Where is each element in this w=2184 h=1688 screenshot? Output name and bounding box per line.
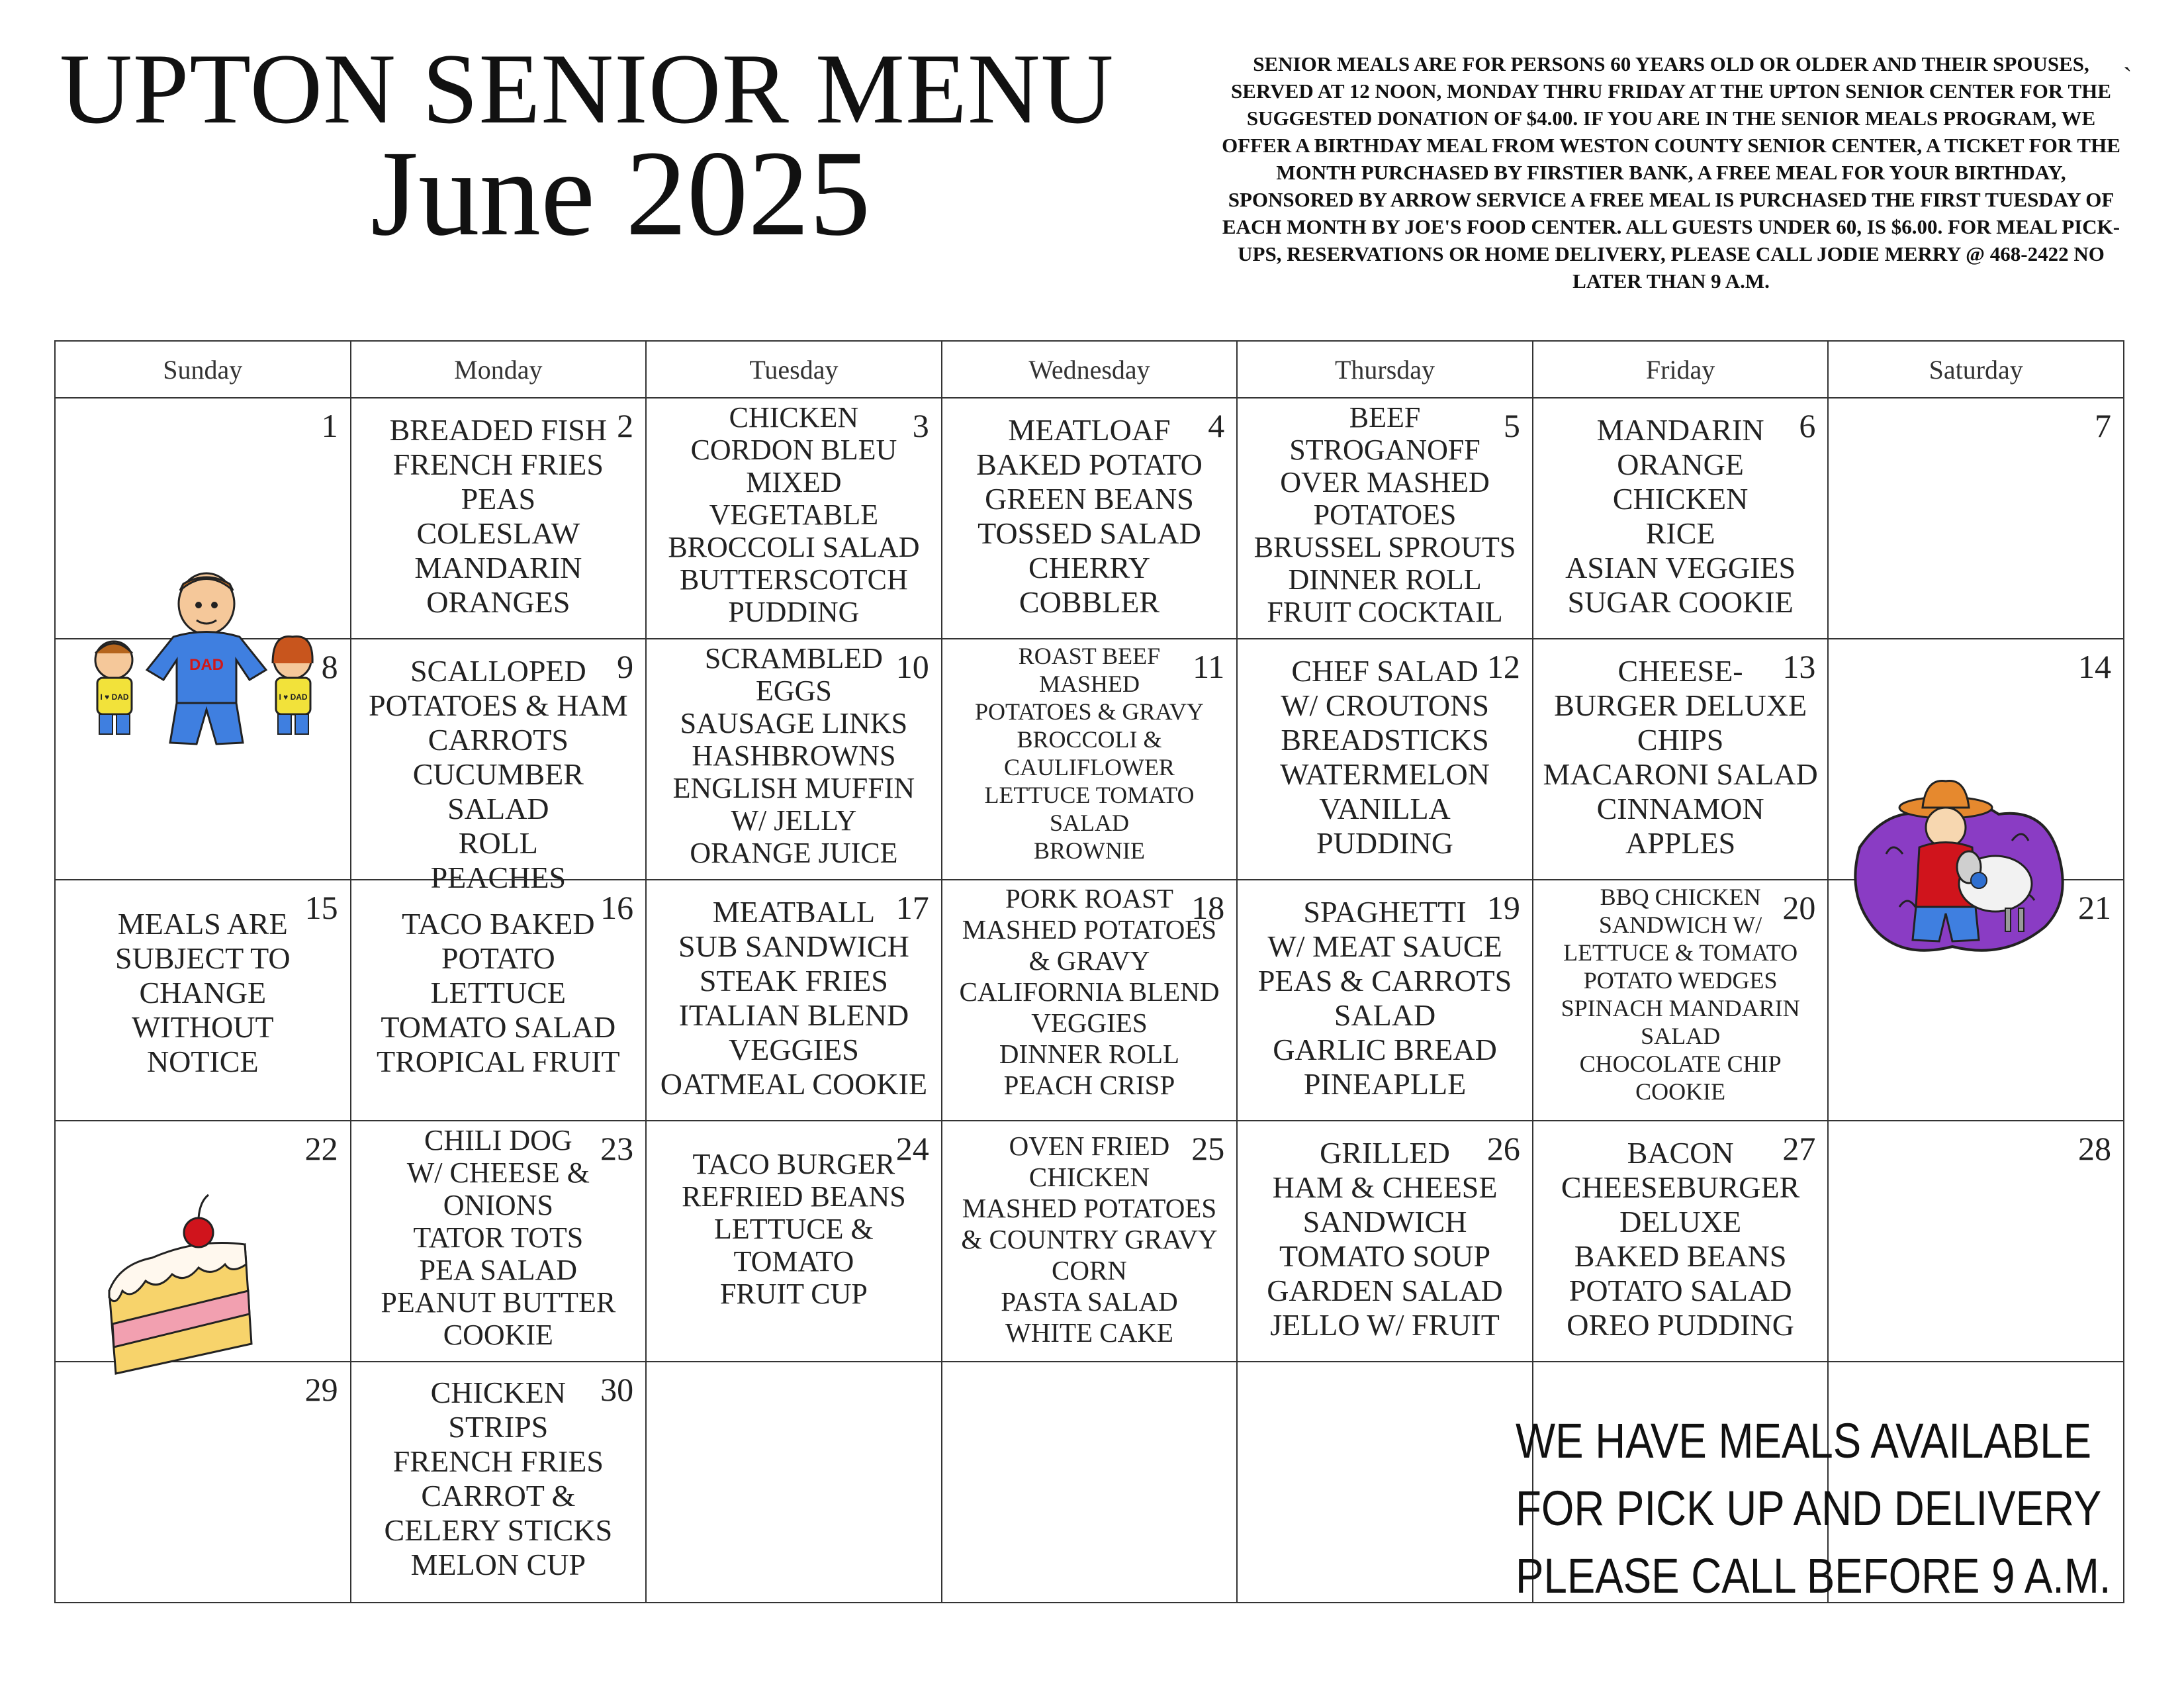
day-number: 15 bbox=[304, 889, 338, 926]
weekday-friday: Friday bbox=[1533, 341, 1829, 398]
day-number: 6 bbox=[1799, 407, 1816, 444]
day-cell bbox=[1237, 1121, 1533, 1362]
day-number: 14 bbox=[2078, 648, 2111, 685]
weekday-tuesday: Tuesday bbox=[646, 341, 942, 398]
day-number: 25 bbox=[1191, 1130, 1225, 1167]
day-cell bbox=[942, 880, 1238, 1121]
meal-text: TACO BURGER REFRIED BEANS LETTUCE & TOMATO FRUIT CUP bbox=[682, 1148, 906, 1310]
day-cell bbox=[942, 398, 1238, 639]
day-number: 11 bbox=[1193, 648, 1225, 685]
day-cell bbox=[1533, 398, 1829, 639]
dad-with-kids-clipart-icon bbox=[74, 571, 339, 756]
page-title: UPTON SENIOR MENU bbox=[60, 33, 1115, 144]
meal-text: SCALLOPED POTATOES & HAM CARROTS CUCUMBER SALAD ROLL PEACHES bbox=[369, 654, 628, 894]
meal-text: SCRAMBLED EGGS SAUSAGE LINKS HASHBROWNS ENGLISH MUFFIN W/ JELLY ORANGE JUICE bbox=[672, 642, 915, 869]
day-number: 12 bbox=[1486, 648, 1520, 685]
day-cell bbox=[1237, 880, 1533, 1121]
meal-text: CHEESE- BURGER DELUXE CHIPS MACARONI SALAD CINNAMON APPLES bbox=[1543, 654, 1818, 860]
day-cell bbox=[351, 1121, 647, 1362]
day-cell bbox=[1828, 398, 2124, 639]
weekday-monday: Monday bbox=[351, 341, 647, 398]
week-row bbox=[55, 1121, 2124, 1362]
cowboy-with-sheep-clipart-icon bbox=[1846, 768, 2071, 966]
meal-text: CHEF SALAD W/ CROUTONS BREADSTICKS WATERMELON VANILLA PUDDING bbox=[1280, 654, 1490, 860]
dad-shirt-label: DAD bbox=[189, 656, 224, 674]
day-cell bbox=[1533, 639, 1829, 880]
day-cell bbox=[646, 1362, 942, 1603]
meal-text: CHICKEN CORDON BLEU MIXED VEGETABLE BROCCOLI SALAD BUTTERSCOTCH PUDDING bbox=[668, 401, 920, 628]
day-number: 17 bbox=[895, 889, 929, 926]
day-number: 18 bbox=[1191, 889, 1225, 926]
weekday-thursday: Thursday bbox=[1237, 341, 1533, 398]
day-cell bbox=[55, 880, 351, 1121]
day-cell bbox=[646, 880, 942, 1121]
day-number: 3 bbox=[912, 407, 929, 444]
meal-text: MEALS ARE SUBJECT TO CHANGE WITHOUT NOTICE bbox=[114, 907, 291, 1078]
day-number: 28 bbox=[2078, 1130, 2111, 1167]
day-cell bbox=[55, 1362, 351, 1603]
kid-shirt-label: I ♥ DAD bbox=[100, 692, 129, 702]
meal-text: GRILLED HAM & CHEESE SANDWICH TOMATO SOUP GARDEN SALAD JELLO W/ FRUIT bbox=[1267, 1136, 1503, 1342]
meal-program-notice: SENIOR MEALS ARE FOR PERSONS 60 YEARS OLD OR OLDER AND THEIR SPOUSES, SERVED AT 12 NOON, MONDAY THRU FRIDAY AT THE UPTON SENIOR CENTER FOR THE SUGGESTED DONATION OF $4.00. IF YOU ARE IN THE SENIOR MEALS PROGRAM, WE OFFER A BIRTHDAY MEAL FROM WESTON COUNTY SENIOR CENTER, A TICKET FOR THE MONTH PURCHASED BY FIRSTIER BANK, A FREE MEAL FOR YOUR BIRTHDAY, SPONSORED BY ARROW SERVICE A FREE MEAL IS PURCHASED THE FIRST TUESDAY OF EACH MONTH BY JOE'S FOOD CENTER. ALL GUESTS UNDER 60, IS $6.00. FOR MEAL PICK-UPS, RESERVATIONS OR HOME DELIVERY, PLEASE CALL JODIE MERRY @ 468-2422 NO LATER THAN 9 A.M. bbox=[1222, 52, 2120, 293]
day-number: 19 bbox=[1486, 889, 1520, 926]
weekday-wednesday: Wednesday bbox=[942, 341, 1238, 398]
meal-text: TACO BAKED POTATO LETTUCE TOMATO SALAD TROPICAL FRUIT bbox=[377, 907, 620, 1078]
day-cell bbox=[942, 1362, 1238, 1603]
day-number: 9 bbox=[617, 648, 634, 685]
day-number: 23 bbox=[600, 1130, 634, 1167]
day-number: 10 bbox=[895, 648, 929, 685]
day-number: 13 bbox=[1782, 648, 1816, 685]
meal-text: SPAGHETTI W/ MEAT SAUCE PEAS & CARROTS SALAD GARLIC BREAD PINEAPLLE bbox=[1257, 895, 1512, 1101]
meal-text: MEATBALL SUB SANDWICH STEAK FRIES ITALIAN BLEND VEGGIES OATMEAL COOKIE bbox=[660, 895, 928, 1101]
month-heading: June 2025 bbox=[371, 126, 871, 261]
meal-text: OVEN FRIED CHICKEN MASHED POTATOES & COUNTRY GRAVY CORN PASTA SALAD WHITE CAKE bbox=[961, 1131, 1218, 1348]
day-number: 21 bbox=[2078, 889, 2111, 926]
day-cell bbox=[1237, 639, 1533, 880]
pickup-delivery-notice bbox=[1516, 1407, 2111, 1610]
weekday-saturday: Saturday bbox=[1828, 341, 2124, 398]
meal-text: BBQ CHICKEN SANDWICH W/ LETTUCE & TOMATO POTATO WEDGES SPINACH MANDARIN SALAD CHOCOLATE CHIP COOKIE bbox=[1561, 884, 1800, 1105]
stray-mark: ‏ˏ bbox=[2123, 42, 2132, 71]
day-cell bbox=[1237, 1362, 1533, 1603]
day-number: 2 bbox=[617, 407, 634, 444]
meal-text: PORK ROAST MASHED POTATOES & GRAVY CALIFORNIA BLEND VEGGIES DINNER ROLL PEACH CRISP bbox=[959, 883, 1220, 1100]
day-cell bbox=[351, 398, 647, 639]
cake-slice-clipart-icon bbox=[99, 1192, 265, 1383]
day-cell bbox=[646, 398, 942, 639]
day-number: 1 bbox=[321, 407, 338, 444]
day-cell bbox=[351, 639, 647, 894]
weekday-header-row bbox=[55, 341, 2124, 398]
day-cell bbox=[646, 1121, 942, 1362]
weekday-sunday: Sunday bbox=[55, 341, 351, 398]
day-number: 20 bbox=[1782, 889, 1816, 926]
meal-text: BACON CHEESEBURGER DELUXE BAKED BEANS POTATO SALAD OREO PUDDING bbox=[1561, 1136, 1800, 1342]
day-cell bbox=[1828, 1121, 2124, 1362]
week-row bbox=[55, 639, 2124, 880]
day-cell bbox=[351, 1362, 647, 1603]
pickup-line: WE HAVE MEALS AVAILABLE bbox=[1516, 1413, 2092, 1468]
day-number: 16 bbox=[600, 889, 634, 926]
day-number: 29 bbox=[304, 1371, 338, 1408]
day-cell bbox=[1237, 398, 1533, 639]
day-cell bbox=[351, 880, 647, 1121]
day-number: 5 bbox=[1503, 407, 1520, 444]
meal-text: ROAST BEEF MASHED POTATOES & GRAVY BROCCOLI & CAULIFLOWER LETTUCE TOMATO SALAD BROWNIE bbox=[975, 643, 1204, 864]
kid-shirt-label: I ♥ DAD bbox=[279, 692, 308, 702]
pickup-line: PLEASE CALL BEFORE 9 A.M. bbox=[1516, 1548, 2111, 1603]
day-number: 7 bbox=[2095, 407, 2111, 444]
meal-text: MEATLOAF BAKED POTATO GREEN BEANS TOSSED SALAD CHERRY COBBLER bbox=[976, 413, 1203, 619]
day-number: 24 bbox=[895, 1130, 929, 1167]
day-number: 26 bbox=[1486, 1130, 1520, 1167]
meal-text: BEEF STROGANOFF OVER MASHED POTATOES BRUSSEL SPROUTS DINNER ROLL FRUIT COCKTAIL bbox=[1253, 401, 1516, 628]
meal-text: MANDARIN ORANGE CHICKEN RICE ASIAN VEGGIES SUGAR COOKIE bbox=[1565, 413, 1796, 619]
day-number: 4 bbox=[1208, 407, 1225, 444]
day-number: 27 bbox=[1782, 1130, 1816, 1167]
day-cell bbox=[942, 639, 1238, 880]
pickup-line: FOR PICK UP AND DELIVERY bbox=[1516, 1481, 2102, 1536]
day-cell bbox=[1533, 1121, 1829, 1362]
day-cell bbox=[646, 639, 942, 880]
meal-text: CHICKEN STRIPS FRENCH FRIES CARROT & CELERY STICKS MELON CUP bbox=[384, 1376, 613, 1581]
week-row bbox=[55, 880, 2124, 1121]
day-number: 8 bbox=[321, 648, 338, 685]
week-row bbox=[55, 398, 2124, 639]
day-cell bbox=[942, 1121, 1238, 1362]
meal-text: CHILI DOG W/ CHEESE & ONIONS TATOR TOTS PEA SALAD PEANUT BUTTER COOKIE bbox=[381, 1124, 616, 1351]
day-number: 30 bbox=[600, 1371, 634, 1408]
meal-text: BREADED FISH FRENCH FRIES PEAS COLESLAW MANDARIN ORANGES bbox=[389, 413, 608, 619]
day-cell bbox=[1533, 880, 1829, 1121]
day-number: 22 bbox=[304, 1130, 338, 1167]
